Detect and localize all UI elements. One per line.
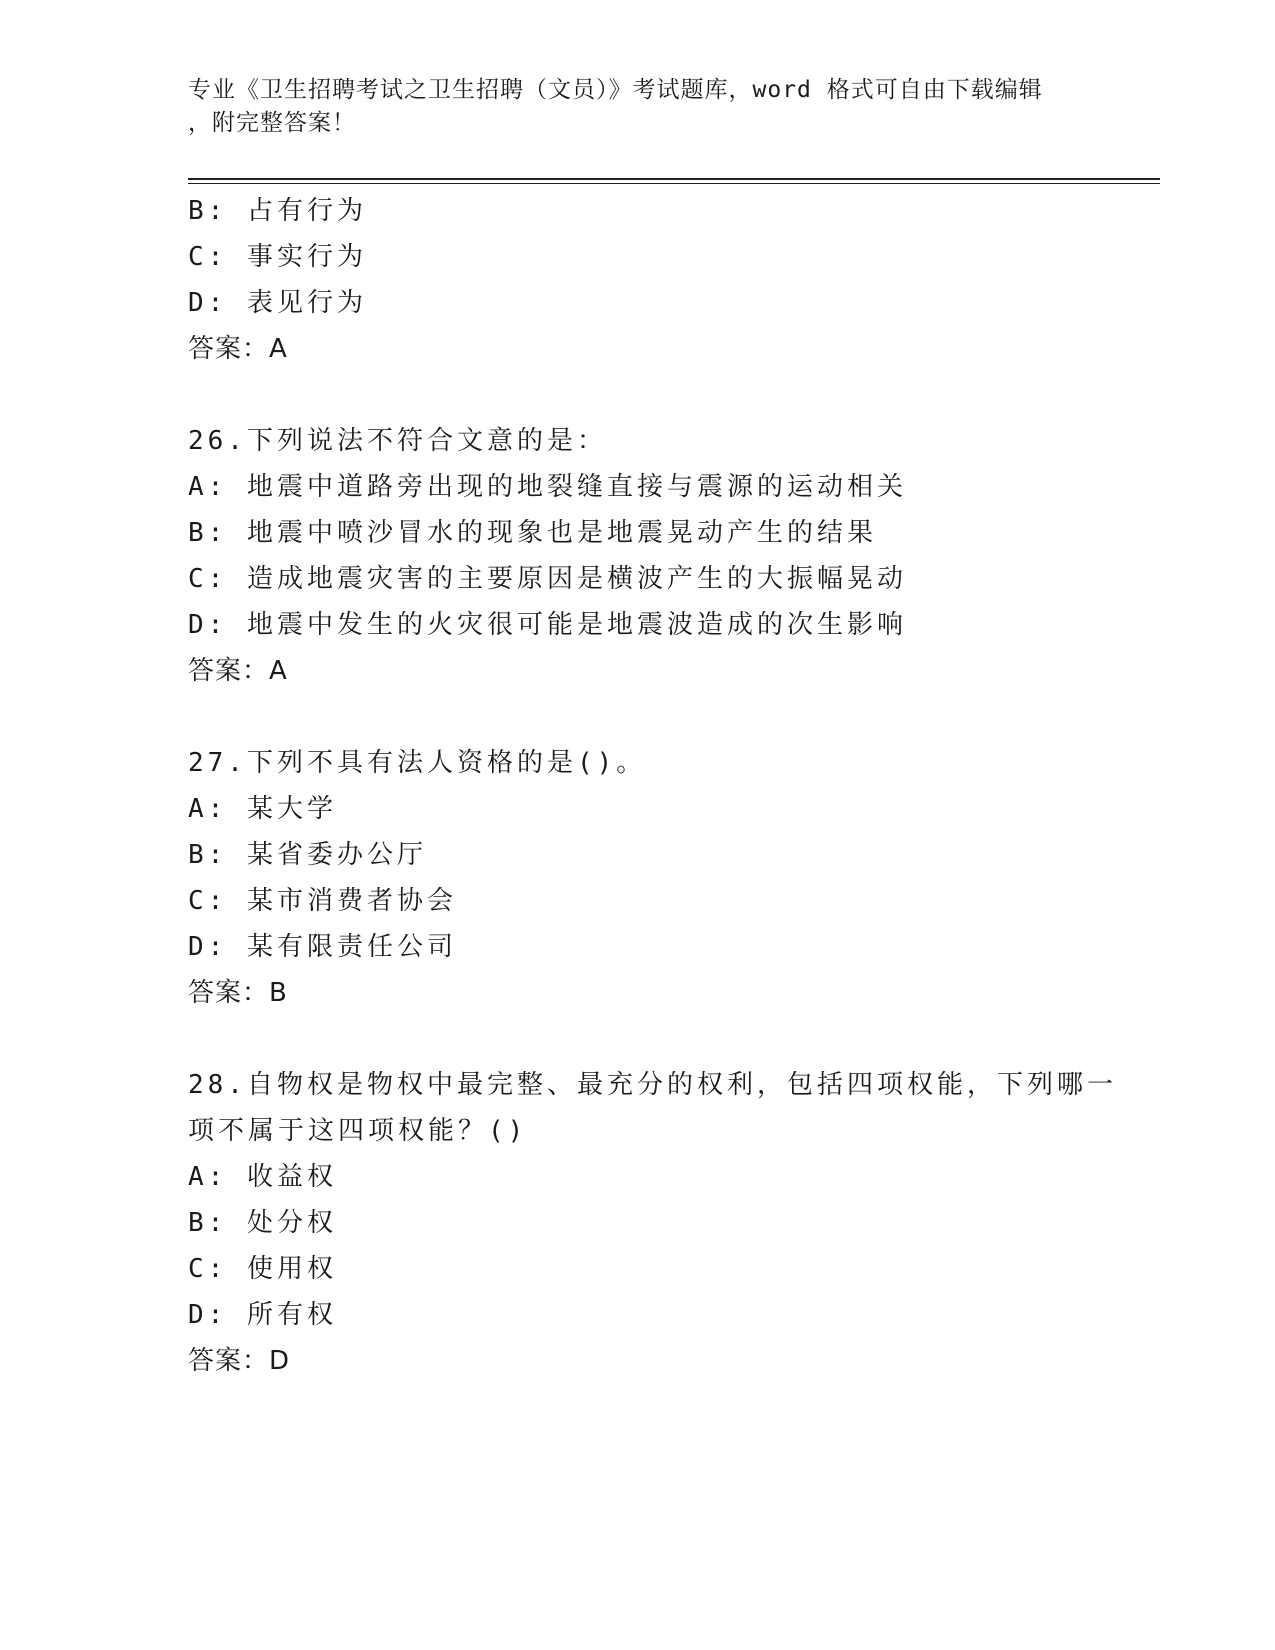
option-b: B: 处分权 (188, 1208, 337, 1238)
option-d: D: 地震中发生的火灾很可能是地震波造成的次生影响 (188, 610, 907, 640)
option-b: B: 某省委办公厅 (188, 840, 427, 870)
question-stem-line-2: 项不属于这四项权能？() (188, 1116, 528, 1146)
option-b: B: 地震中喷沙冒水的现象也是地震晃动产生的结果 (188, 518, 877, 548)
option-c: C: 事实行为 (188, 242, 367, 272)
answer-line: 答案：A (188, 656, 288, 686)
question-stem: 27.下列不具有法人资格的是()。 (188, 748, 647, 778)
option-a: A: 某大学 (188, 794, 337, 824)
document-body (188, 188, 1117, 1384)
option-d: D: 所有权 (188, 1300, 337, 1330)
option-b: B: 占有行为 (188, 196, 367, 226)
option-d: D: 表见行为 (188, 288, 367, 318)
question-block-26 (188, 418, 1088, 694)
question-stem: 26.下列说法不符合文意的是： (188, 426, 607, 456)
option-c: C: 某市消费者协会 (188, 886, 457, 916)
answer-line: 答案：B (188, 978, 288, 1008)
header-line-1: 专业《卫生招聘考试之卫生招聘（文员）》考试题库，word 格式可自由下载编辑 (188, 77, 1043, 103)
option-a: A: 收益权 (188, 1162, 337, 1192)
question-stem-line-1: 28.自物权是物权中最完整、最充分的权利，包括四项权能，下列哪一 (188, 1070, 1117, 1100)
option-d: D: 某有限责任公司 (188, 932, 457, 962)
answer-line: 答案：A (188, 334, 288, 364)
option-a: A: 地震中道路旁出现的地裂缝直接与震源的运动相关 (188, 472, 907, 502)
option-c: C: 造成地震灾害的主要原因是横波产生的大振幅晃动 (188, 564, 907, 594)
header-divider (188, 178, 1160, 185)
question-block-prev (188, 188, 1088, 372)
question-block-27 (188, 740, 1088, 1016)
header-line-2: ，附完整答案！ (188, 110, 356, 136)
document-header (188, 74, 1088, 140)
answer-line: 答案：D (188, 1346, 291, 1376)
question-block-28 (188, 1062, 1117, 1384)
option-c: C: 使用权 (188, 1254, 337, 1284)
